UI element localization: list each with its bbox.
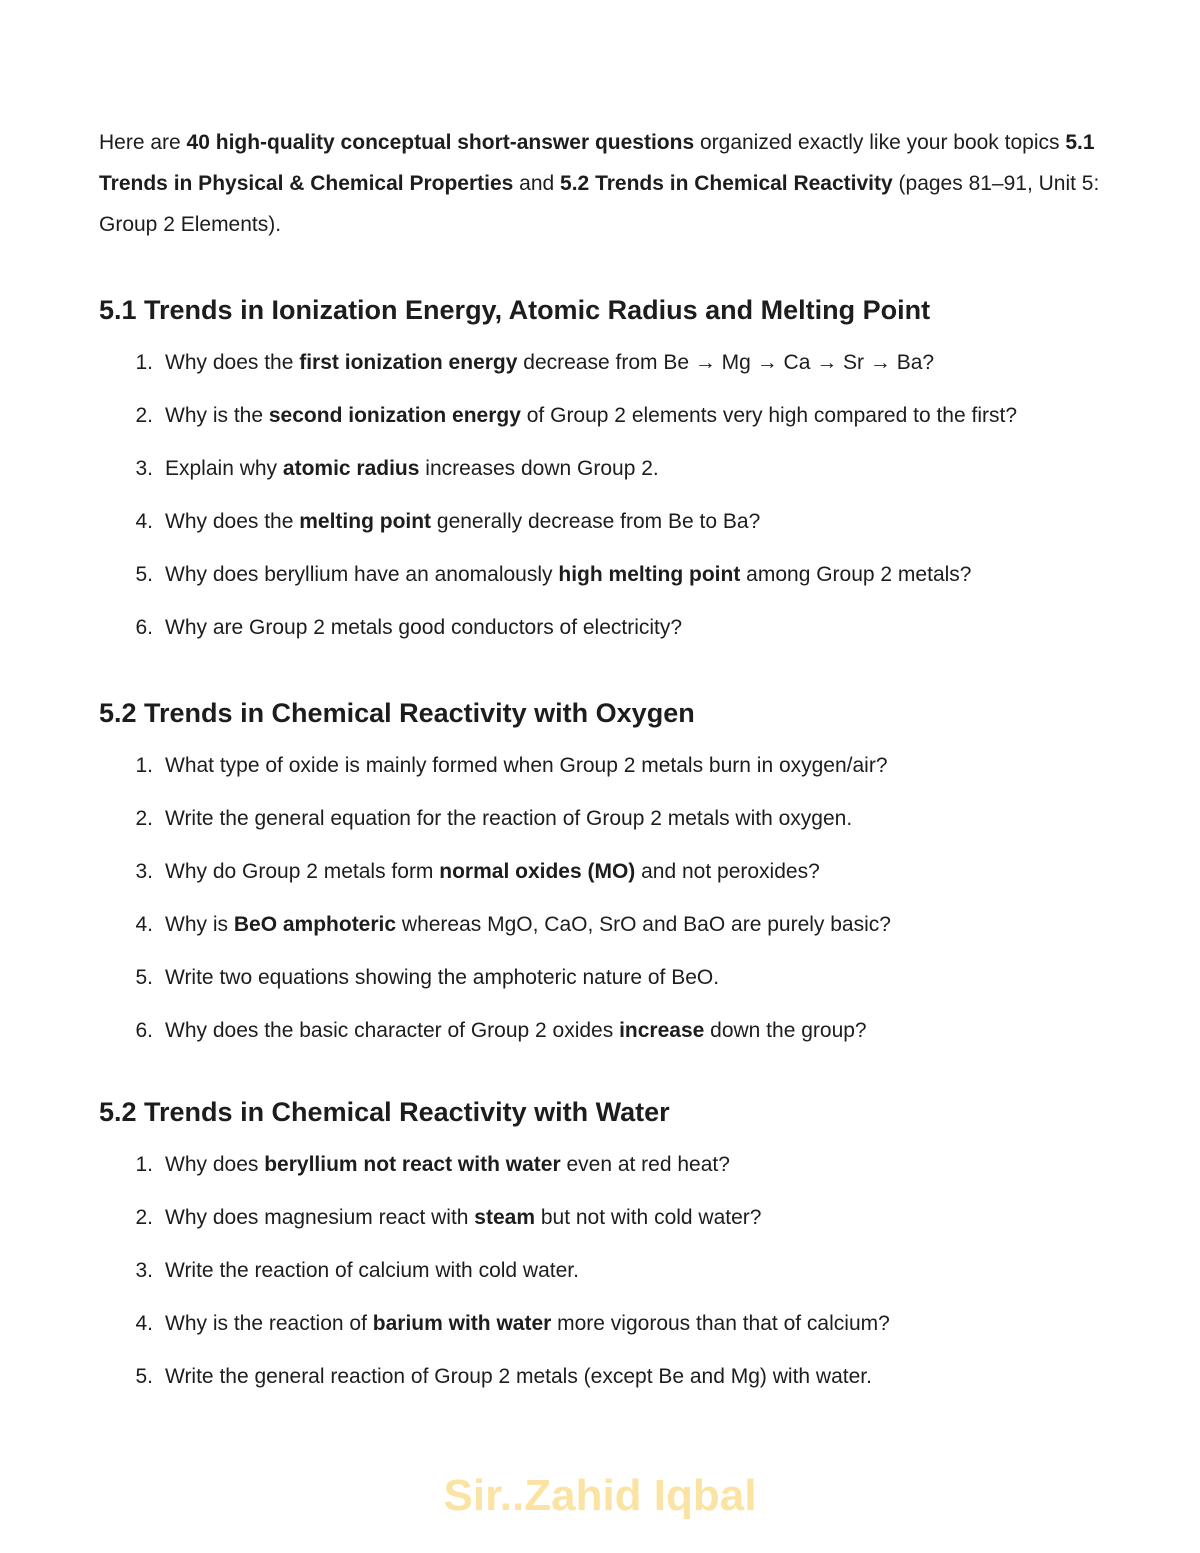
bold-phrase: atomic radius <box>282 457 420 480</box>
question-text <box>165 351 934 374</box>
bold-phrase: BeO amphoteric <box>233 913 397 936</box>
question-list <box>99 745 1109 1051</box>
question-text <box>165 754 888 777</box>
question-text <box>165 563 971 586</box>
section-ionization-energy <box>99 293 1109 648</box>
question-item <box>99 1010 1109 1051</box>
bold-phrase: 5.1 Trends in Physical & Chemical Properties <box>99 131 1095 195</box>
question-text <box>165 807 852 830</box>
text-run: but not with cold water? <box>535 1206 762 1229</box>
text-run: Why does beryllium have an anomalously <box>165 563 559 586</box>
text-run: generally decrease from Be to Ba? <box>431 510 761 533</box>
text-run: of Group 2 elements very high compared to the first? <box>520 404 1018 427</box>
bold-phrase: beryllium not react with water <box>264 1153 561 1176</box>
question-item <box>99 904 1109 945</box>
question-text <box>165 616 682 639</box>
question-item <box>99 1197 1109 1238</box>
text-run: Why does the basic character of Group 2 oxides <box>165 1019 620 1042</box>
bold-phrase: second ionization energy <box>268 404 521 427</box>
question-item <box>99 798 1109 839</box>
question-item <box>99 1303 1109 1344</box>
text-run: Write two equations showing the amphoteric nature of BeO. <box>165 966 720 989</box>
question-text <box>165 913 891 936</box>
question-text <box>165 1365 872 1388</box>
bold-phrase: steam <box>474 1206 535 1229</box>
question-number: 5. <box>135 966 153 989</box>
text-run: Why do Group 2 metals form <box>165 860 440 883</box>
question-number: 1. <box>135 351 153 374</box>
question-list <box>99 342 1109 648</box>
question-text <box>165 1312 890 1335</box>
section-reactivity-oxygen <box>99 696 1109 1051</box>
question-item <box>99 745 1109 786</box>
text-run: whereas MgO, CaO, SrO and BaO are purely basic? <box>396 913 891 936</box>
question-number: 4. <box>135 913 153 936</box>
question-text <box>165 860 820 883</box>
question-item <box>99 554 1109 595</box>
bold-phrase: normal oxides (MO) <box>439 860 636 883</box>
text-run: Why are Group 2 metals good conductors of electricity? <box>165 616 683 639</box>
bold-phrase: first ionization energy <box>299 351 518 374</box>
section-title: 5.2 Trends in Chemical Reactivity with Oxygen <box>99 698 695 728</box>
intro-paragraph <box>99 122 1109 245</box>
text-run: Explain why <box>165 457 283 480</box>
text-run: increases down Group 2. <box>419 457 659 480</box>
text-run: decrease from Be → Mg → Ca → Sr → Ba? <box>517 351 935 374</box>
text-run: even at red heat? <box>560 1153 730 1176</box>
question-item <box>99 501 1109 542</box>
text-run: more vigorous than that of calcium? <box>551 1312 890 1335</box>
question-text <box>165 404 1017 427</box>
question-number: 3. <box>135 1259 153 1282</box>
question-number: 2. <box>135 404 153 427</box>
bold-phrase: 40 high-quality conceptual short-answer questions <box>186 131 695 154</box>
bold-phrase: increase <box>619 1019 705 1042</box>
question-number: 4. <box>135 510 153 533</box>
section-title: 5.1 Trends in Ionization Energy, Atomic Radius and Melting Point <box>99 295 931 325</box>
question-number: 1. <box>135 1153 153 1176</box>
text-run: organized exactly like your book topics <box>694 131 1066 154</box>
text-run: and <box>513 172 561 195</box>
section-title: 5.2 Trends in Chemical Reactivity with Water <box>99 1097 670 1127</box>
question-item <box>99 342 1109 383</box>
bold-phrase: high melting point <box>558 563 741 586</box>
question-item <box>99 1144 1109 1185</box>
question-number: 6. <box>135 616 153 639</box>
text-run: Write the general reaction of Group 2 metals (except Be and Mg) with water. <box>165 1365 872 1388</box>
text-run: Here are <box>99 131 187 154</box>
text-run: Why does the <box>165 351 300 374</box>
question-text <box>165 1259 579 1282</box>
text-run: Why does the <box>165 510 300 533</box>
text-run: What type of oxide is mainly formed when Group 2 metals burn in oxygen/air? <box>165 754 888 777</box>
question-list <box>99 1144 1109 1397</box>
question-number: 6. <box>135 1019 153 1042</box>
text-run: Why is <box>165 913 234 936</box>
question-number: 2. <box>135 807 153 830</box>
question-text <box>165 1206 761 1229</box>
document-page <box>99 122 1109 1409</box>
bold-phrase: 5.2 Trends in Chemical Reactivity <box>560 172 893 195</box>
question-text <box>165 966 719 989</box>
question-number: 5. <box>135 1365 153 1388</box>
question-text <box>165 1019 867 1042</box>
text-run: Why does <box>165 1153 265 1176</box>
question-number: 1. <box>135 754 153 777</box>
text-run: down the group? <box>704 1019 867 1042</box>
text-run: and not peroxides? <box>635 860 820 883</box>
author-signature: Sir..Zahid Iqbal <box>443 1471 757 1520</box>
text-run: Write the general equation for the reaction of Group 2 metals with oxygen. <box>165 807 853 830</box>
question-text <box>165 510 760 533</box>
section-reactivity-water <box>99 1095 1109 1397</box>
question-number: 3. <box>135 457 153 480</box>
text-run: (pages 81–91, Unit 5: Group 2 Elements). <box>99 172 1100 236</box>
bold-phrase: melting point <box>299 510 432 533</box>
question-number: 4. <box>135 1312 153 1335</box>
question-number: 3. <box>135 860 153 883</box>
question-item <box>99 1356 1109 1397</box>
question-number: 2. <box>135 1206 153 1229</box>
question-item <box>99 607 1109 648</box>
question-item <box>99 957 1109 998</box>
question-text <box>165 1153 730 1176</box>
question-text <box>165 457 659 480</box>
text-run: Why is the <box>165 404 269 427</box>
question-item <box>99 1250 1109 1291</box>
text-run: Why does magnesium react with <box>165 1206 475 1229</box>
question-item <box>99 448 1109 489</box>
bold-phrase: barium with water <box>372 1312 552 1335</box>
text-run: Why is the reaction of <box>165 1312 373 1335</box>
question-item <box>99 395 1109 436</box>
text-run: Write the reaction of calcium with cold water. <box>165 1259 579 1282</box>
text-run: among Group 2 metals? <box>740 563 972 586</box>
question-number: 5. <box>135 563 153 586</box>
question-item <box>99 851 1109 892</box>
